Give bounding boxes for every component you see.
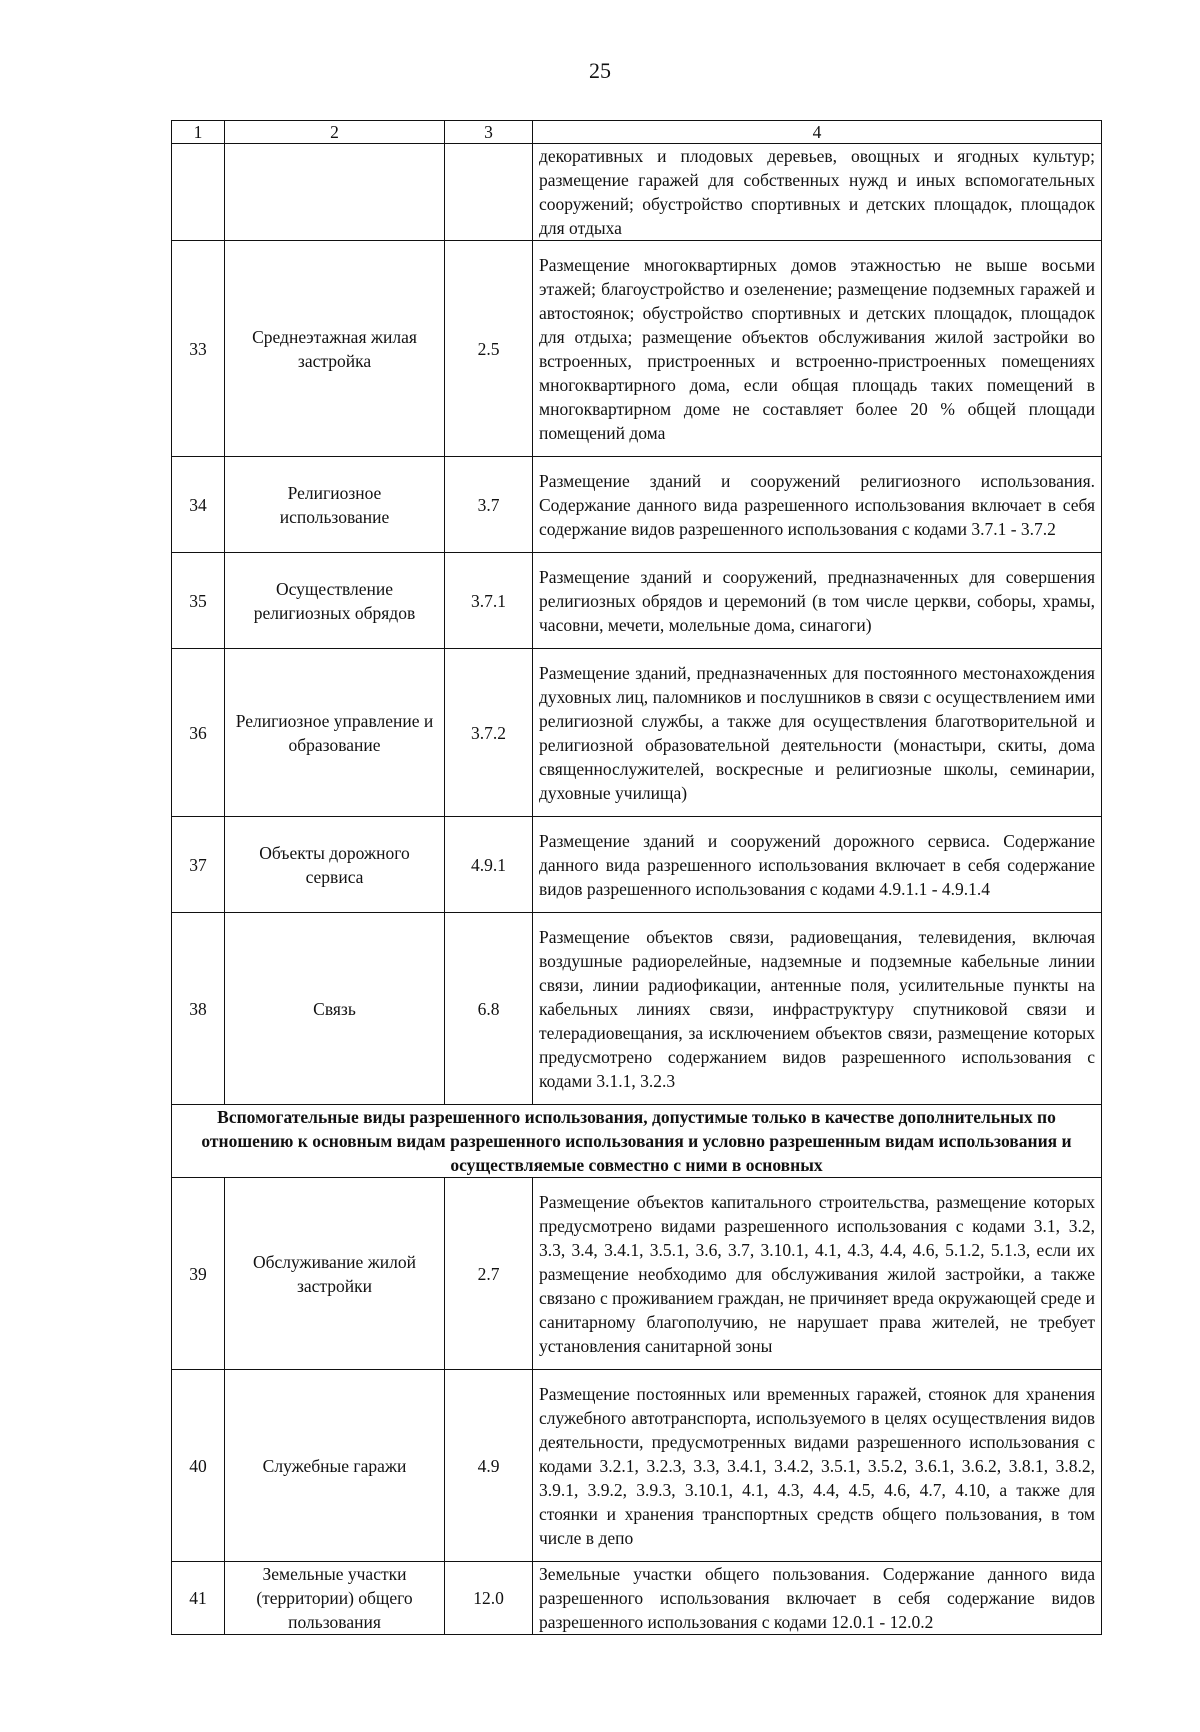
table-row [172, 1562, 1102, 1635]
use-code: 2.7 [445, 1178, 533, 1370]
row-number: 40 [172, 1370, 225, 1562]
use-description: Размещение постоянных или временных гаражей, стоянок для хранения служебного автотранспорта, используемого в целях осуществления видов деятельности, предусмотренных видами разрешенного использования с кодами 3.2.1, 3.2.3, 3.3, 3.4.1, 3.4.2, 3.5.1, 3.5.2, 3.6.1, 3.6.2, 3.8.1, 3.8.2, 3.9.1, 3.9.2, 3.9.3, 3.10.1, 4.1, 4.3, 4.4, 4.5, 4.6, 4.7, 4.10, а также для стоянки и хранения транспортных средств общего пользования, в том числе в депо [533, 1370, 1102, 1562]
table-row [172, 457, 1102, 553]
land-use-table [171, 120, 1102, 1635]
use-description: Размещение объектов капитального строительства, размещение которых предусмотрено видами разрешенного использования с кодами 3.1, 3.2, 3.3, 3.4, 3.4.1, 3.5.1, 3.6, 3.7, 3.10.1, 4.1, 4.3, 4.4, 4.6, 5.1.2, 5.1.3, если их размещение необходимо для обслуживания жилой застройки, а также связано с проживанием граждан, не причиняет вреда окружающей среде и санитарному благополучию, не нарушает права жителей, не требует установления санитарной зоны [533, 1178, 1102, 1370]
table-row [172, 144, 1102, 241]
use-name: Связь [225, 913, 445, 1105]
table-row [172, 1370, 1102, 1562]
use-name: Религиозное использование [225, 457, 445, 553]
column-number: 4 [533, 121, 1102, 144]
use-name: Объекты дорожного сервиса [225, 817, 445, 913]
column-number-row [172, 121, 1102, 144]
use-code: 12.0 [445, 1562, 533, 1635]
table-row [172, 649, 1102, 817]
row-number: 34 [172, 457, 225, 553]
use-description: Размещение зданий и сооружений религиозного использования. Содержание данного вида разрешенного использования включает в себя содержание видов разрешенного использования с кодами 3.7.1 - 3.7.2 [533, 457, 1102, 553]
column-number: 2 [225, 121, 445, 144]
column-number: 3 [445, 121, 533, 144]
row-number [172, 144, 225, 241]
use-code: 4.9.1 [445, 817, 533, 913]
table-row [172, 817, 1102, 913]
use-description: Размещение зданий и сооружений дорожного сервиса. Содержание данного вида разрешенного использования включает в себя содержание видов разрешенного использования с кодами 4.9.1.1 - 4.9.1.4 [533, 817, 1102, 913]
use-description: Размещение зданий, предназначенных для постоянного местонахождения духовных лиц, паломников и послушников в связи с осуществлением ими религиозной службы, а также для осуществления благотворительной и религиозной образовательной деятельности (монастыри, скиты, дома священнослужителей, воскресные и религиозные школы, семинарии, духовные училища) [533, 649, 1102, 817]
table-row [172, 553, 1102, 649]
table-row [172, 913, 1102, 1105]
use-code: 3.7 [445, 457, 533, 553]
use-name: Религиозное управление и образование [225, 649, 445, 817]
use-code: 3.7.2 [445, 649, 533, 817]
use-name: Осуществление религиозных обрядов [225, 553, 445, 649]
use-code: 4.9 [445, 1370, 533, 1562]
use-code: 6.8 [445, 913, 533, 1105]
table-row [172, 1178, 1102, 1370]
use-name: Служебные гаражи [225, 1370, 445, 1562]
row-number: 39 [172, 1178, 225, 1370]
use-description: Размещение многоквартирных домов этажностью не выше восьми этажей; благоустройство и озеленение; размещение подземных гаражей и автостоянок; обустройство спортивных и детских площадок, площадок для отдыха; размещение объектов обслуживания жилой застройки во встроенных, пристроенных и встроенно-пристроенных помещениях многоквартирного дома, если общая площадь таких помещений в многоквартирном доме не составляет более 20 % общей площади помещений дома [533, 241, 1102, 457]
use-name: Среднеэтажная жилая застройка [225, 241, 445, 457]
use-code: 3.7.1 [445, 553, 533, 649]
section-header-row [172, 1105, 1102, 1178]
column-number: 1 [172, 121, 225, 144]
row-number: 33 [172, 241, 225, 457]
use-description: Земельные участки общего пользования. Содержание данного вида разрешенного использования включает в себя содержание видов разрешенного использования с кодами 12.0.1 - 12.0.2 [533, 1562, 1102, 1635]
use-description: декоративных и плодовых деревьев, овощных и ягодных культур; размещение гаражей для собственных нужд и иных вспомогательных сооружений; обустройство спортивных и детских площадок, площадок для отдыха [533, 144, 1102, 241]
row-number: 37 [172, 817, 225, 913]
table-row [172, 241, 1102, 457]
use-code: 2.5 [445, 241, 533, 457]
use-name: Обслуживание жилой застройки [225, 1178, 445, 1370]
page-number: 25 [589, 58, 611, 83]
row-number: 35 [172, 553, 225, 649]
section-header: Вспомогательные виды разрешенного использования, допустимые только в качестве дополнительных по отношению к основным видам разрешенного использования и условно разрешенным видам использования и осуществляемые совместно с ними в основных [172, 1105, 1102, 1178]
use-description: Размещение зданий и сооружений, предназначенных для совершения религиозных обрядов и церемоний (в том числе церкви, соборы, храмы, часовни, мечети, молельные дома, синагоги) [533, 553, 1102, 649]
use-code [445, 144, 533, 241]
row-number: 38 [172, 913, 225, 1105]
row-number: 36 [172, 649, 225, 817]
use-name [225, 144, 445, 241]
use-description: Размещение объектов связи, радиовещания, телевидения, включая воздушные радиорелейные, надземные и подземные кабельные линии связи, линии радиофикации, антенные поля, усилительные пункты на кабельных линиях связи, инфраструктуру спутниковой связи и телерадиовещания, за исключением объектов связи, размещение которых предусмотрено содержанием видов разрешенного использования с кодами 3.1.1, 3.2.3 [533, 913, 1102, 1105]
use-name: Земельные участки (территории) общего пользования [225, 1562, 445, 1635]
row-number: 41 [172, 1562, 225, 1635]
